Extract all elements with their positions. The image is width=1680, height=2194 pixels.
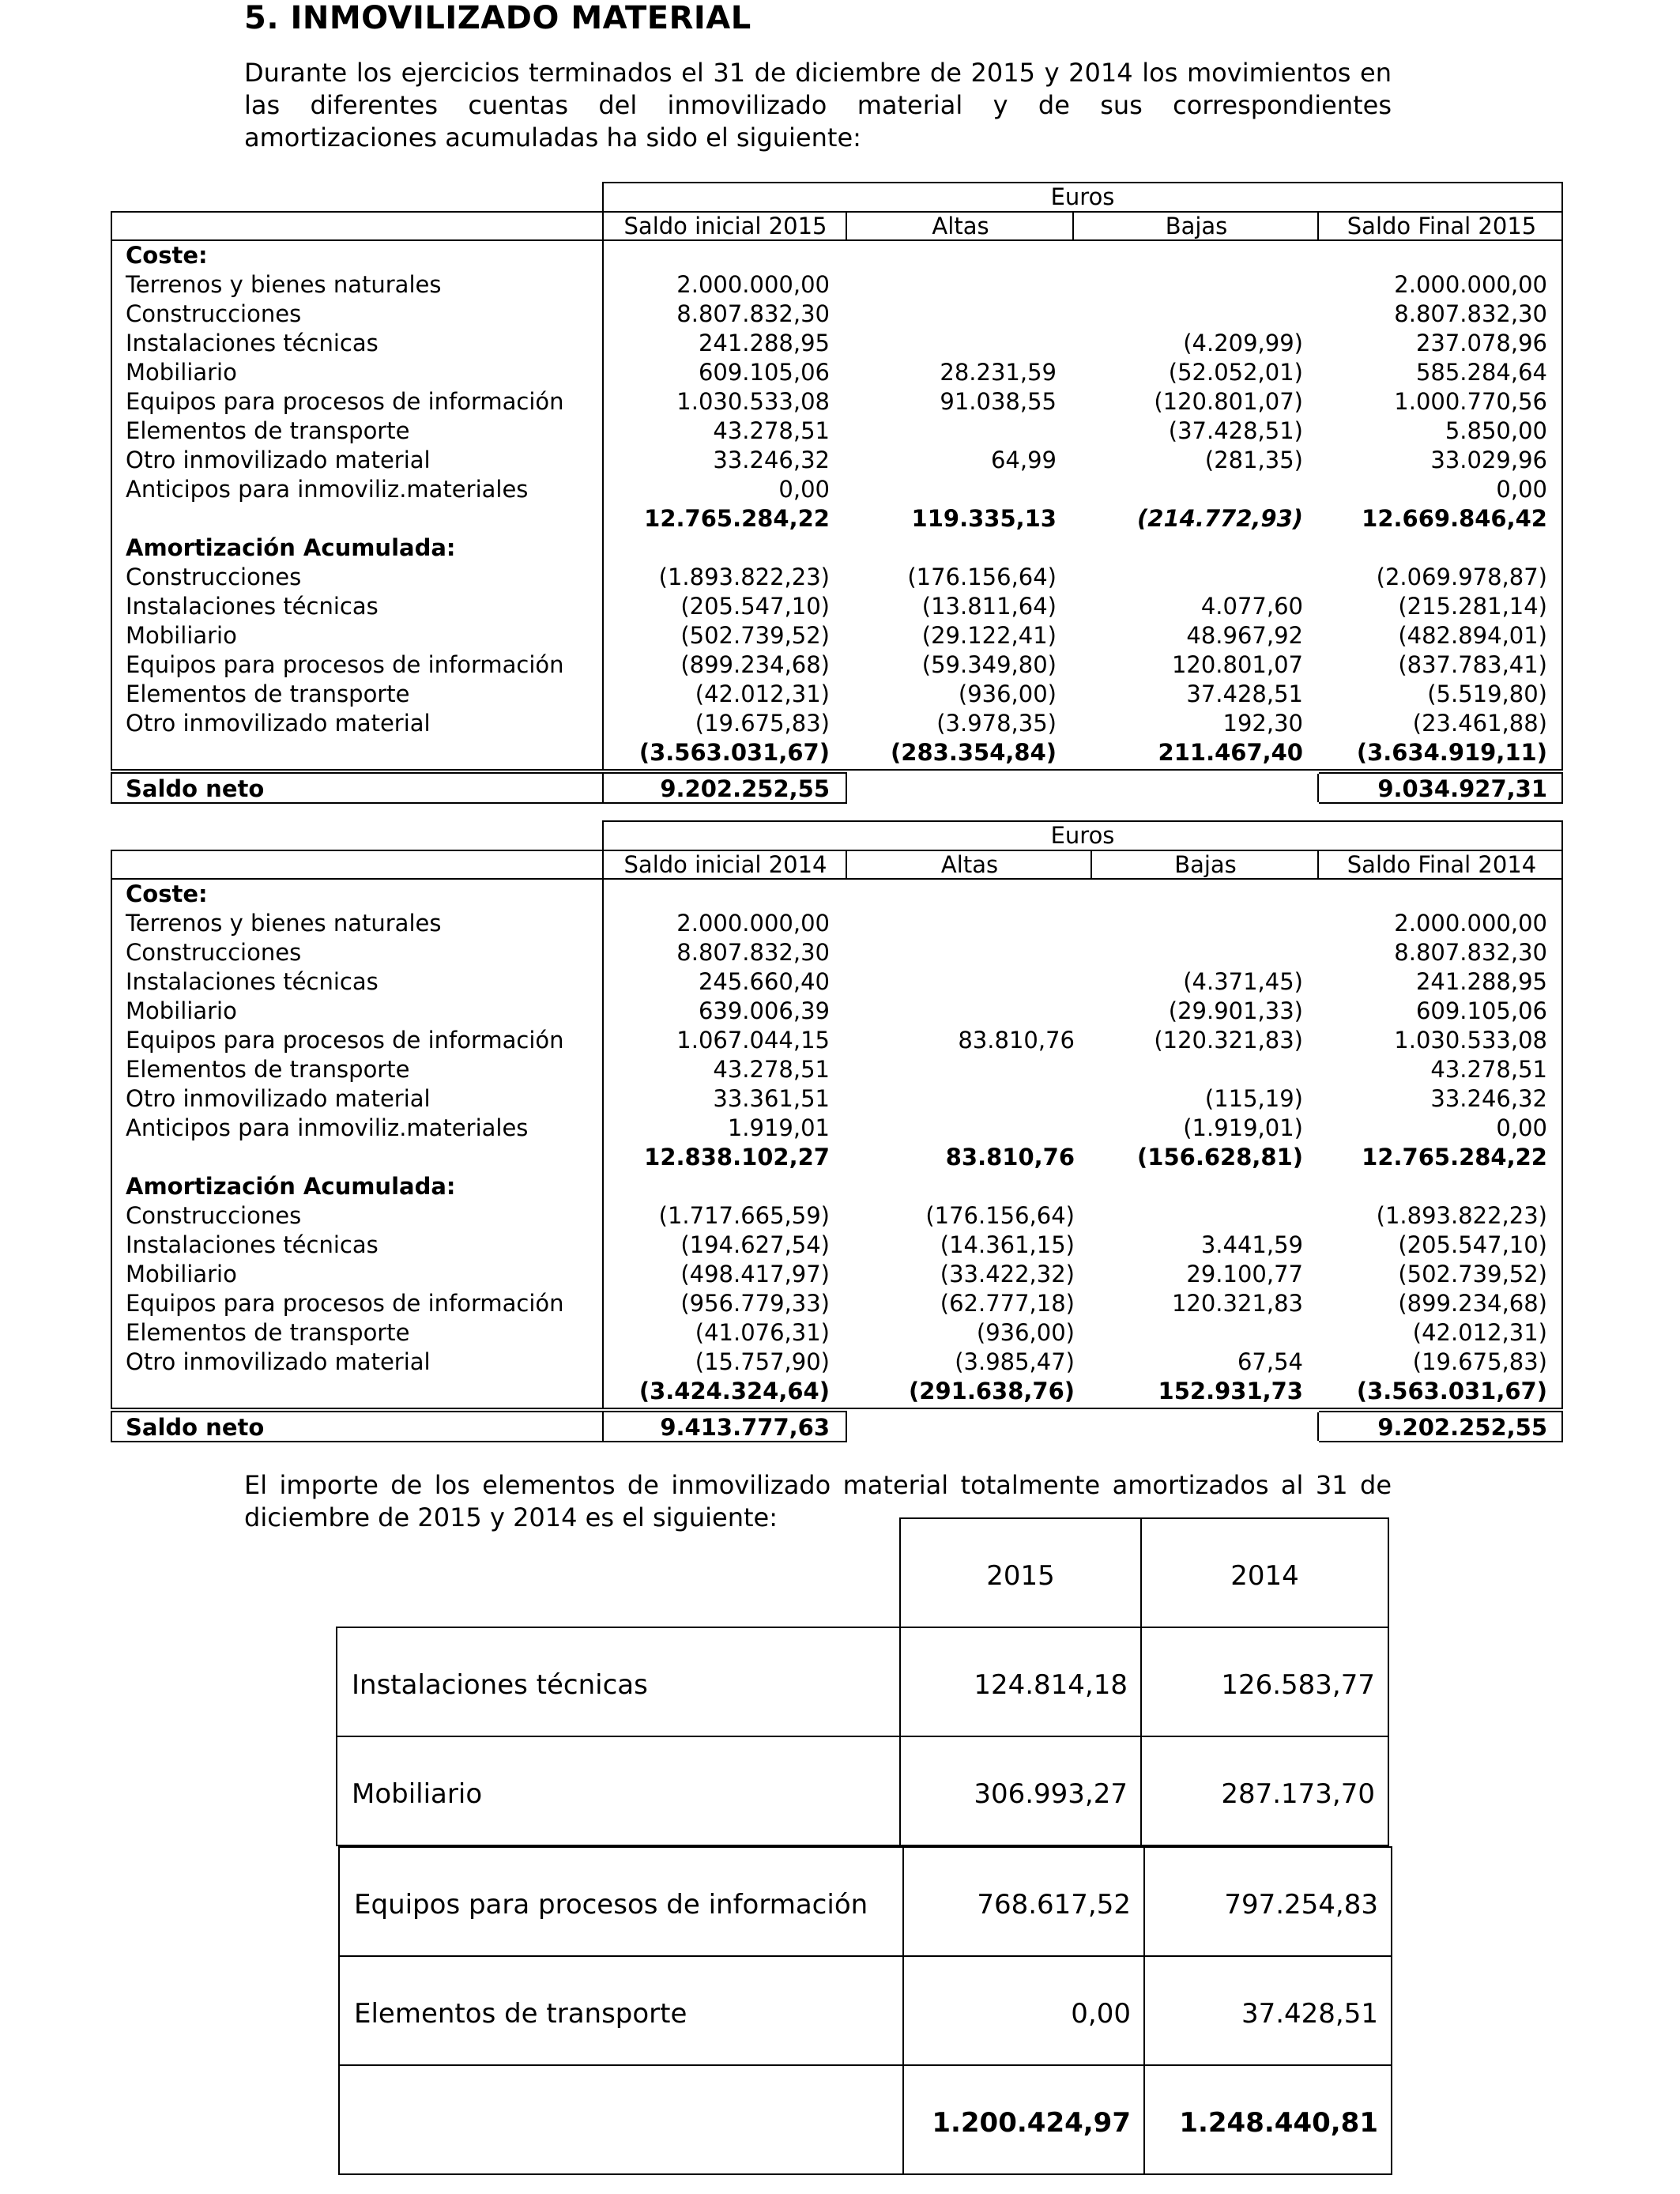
row-value: (5.519,80) [1427, 680, 1547, 707]
row-value: 0,00 [1496, 1114, 1547, 1141]
row-label: Otro inmovilizado material [126, 447, 431, 473]
row-value: 237.078,96 [1415, 330, 1547, 356]
row-value: (205.547,10) [1398, 1231, 1547, 1258]
row-label: Construcciones [126, 1202, 302, 1229]
table-row [112, 967, 1561, 997]
row-value: (837.783,41) [1398, 651, 1547, 678]
row-label: Construcciones [126, 564, 302, 590]
row-label: Amortización Acumulada: [126, 534, 456, 561]
intro-paragraph: Durante los ejercicios terminados el 31 de diciembre de 2015 y 2014 los movimientos en las diferentes cuentas del inmovilizado material y de sus correspondientes amortizaciones acumuladas ha sido el siguiente: [244, 58, 1392, 153]
row-value: 3.441,59 [1200, 1231, 1303, 1258]
row-label: Mobiliario [126, 622, 237, 649]
amortized-label: Instalaciones técnicas [352, 1669, 648, 1701]
saldo-neto-label: Saldo neto [126, 1414, 265, 1441]
row-label: Mobiliario [126, 997, 237, 1024]
row-value: (3.985,47) [955, 1348, 1075, 1375]
row-label: Terrenos y bienes naturales [126, 910, 442, 937]
row-value: 67,54 [1237, 1348, 1303, 1375]
amortized-label: Equipos para procesos de información [354, 1889, 868, 1921]
row-value: (3.978,35) [936, 710, 1057, 737]
row-value: (482.894,01) [1398, 622, 1547, 649]
row-value: (3.563.031,67) [638, 739, 830, 766]
row-value: (176.156,64) [925, 1202, 1075, 1229]
row-label: Mobiliario [126, 1261, 237, 1287]
table-body [111, 239, 1563, 771]
saldo-neto-final: 9.202.252,55 [1377, 1414, 1547, 1441]
row-value: (3.424.324,64) [638, 1378, 830, 1404]
row-value: 0,00 [1496, 476, 1547, 503]
row-value: (15.757,90) [695, 1348, 830, 1375]
table-row [112, 1348, 1561, 1377]
saldo-neto-final: 9.034.927,31 [1377, 775, 1547, 802]
amortized-cell [1140, 1736, 1389, 1846]
saldo-neto-gap [847, 772, 1319, 805]
row-value: (59.349,80) [921, 651, 1057, 678]
row-value: 83.810,76 [958, 1027, 1075, 1054]
row-label: Anticipos para inmoviliz.materiales [126, 1114, 529, 1141]
row-value: 211.467,40 [1158, 739, 1303, 766]
amortized-label: Mobiliario [352, 1778, 483, 1810]
saldo-neto-gap [847, 1411, 1319, 1444]
row-value: 585.284,64 [1415, 359, 1547, 386]
table-row [112, 329, 1561, 358]
row-value: 12.669.846,42 [1362, 505, 1547, 532]
table-row [112, 446, 1561, 475]
row-value: 1.067.044,15 [676, 1027, 830, 1054]
row-label: Construcciones [126, 939, 302, 966]
amortized-value: 306.993,27 [974, 1778, 1128, 1810]
table-row [112, 417, 1561, 446]
row-value: (281,35) [1204, 447, 1303, 473]
row-value: (14.361,15) [940, 1231, 1075, 1258]
row-value: 120.321,83 [1171, 1290, 1303, 1317]
row-label: Mobiliario [126, 359, 237, 386]
neto-divider [1317, 774, 1319, 802]
row-value: 91.038,55 [940, 388, 1057, 415]
row-value: (291.638,76) [909, 1378, 1075, 1404]
row-value: (956.779,33) [680, 1290, 830, 1317]
neto-divider [1317, 1412, 1319, 1441]
row-value: 119.335,13 [911, 505, 1057, 532]
section-title-coste [112, 241, 1561, 270]
row-value: 4.077,60 [1200, 593, 1303, 620]
row-value: (23.461,88) [1412, 710, 1547, 737]
row-value: 241.288,95 [698, 330, 830, 356]
row-label: Equipos para procesos de información [126, 651, 564, 678]
row-value: (41.076,31) [695, 1319, 830, 1346]
row-value: 1.030.533,08 [676, 388, 830, 415]
amortized-cell [902, 1846, 1145, 1957]
amortized-cell [902, 1955, 1145, 2066]
row-label: Elementos de transporte [126, 1056, 410, 1083]
row-value: 1.919,01 [727, 1114, 830, 1141]
saldo-neto-label: Saldo neto [126, 775, 265, 802]
row-value: (899.234,68) [680, 651, 830, 678]
row-value: (3.563.031,67) [1356, 1378, 1547, 1404]
row-value: 120.801,07 [1171, 651, 1303, 678]
amortized-value: 797.254,83 [1224, 1889, 1378, 1921]
row-value: 241.288,95 [1415, 968, 1547, 995]
section-title-coste [112, 880, 1561, 909]
amortized-value: 768.617,52 [977, 1889, 1131, 1921]
table-row [112, 621, 1561, 650]
row-value: 8.807.832,30 [676, 300, 830, 327]
column-header: Saldo Final 2014 [1347, 851, 1537, 878]
row-label: Equipos para procesos de información [126, 1290, 564, 1317]
amortized-label: Elementos de transporte [354, 1998, 687, 2030]
row-value: 609.105,06 [698, 359, 830, 386]
row-value: 43.278,51 [713, 1056, 830, 1083]
header-divider [602, 213, 604, 239]
row-value: 12.838.102,27 [644, 1144, 830, 1171]
table-row [112, 1231, 1561, 1260]
amortized-value: 37.428,51 [1241, 1998, 1378, 2030]
row-value: 8.807.832,30 [676, 939, 830, 966]
year-header-cell [899, 1517, 1142, 1628]
row-label: Elementos de transporte [126, 417, 410, 444]
row-value: (13.811,64) [921, 593, 1057, 620]
row-value: (29.122,41) [921, 622, 1057, 649]
row-value: (52.052,01) [1168, 359, 1303, 386]
table-row [112, 563, 1561, 592]
row-value: 29.100,77 [1186, 1261, 1303, 1287]
neto-divider [846, 1412, 847, 1441]
row-label: Equipos para procesos de información [126, 1027, 564, 1054]
row-value: (120.801,07) [1154, 388, 1303, 415]
row-label: Amortización Acumulada: [126, 1173, 456, 1200]
amortized-cell [338, 1955, 904, 2066]
row-value: (899.234,68) [1398, 1290, 1547, 1317]
euros-header: Euros [602, 182, 1563, 213]
header-divider [602, 851, 604, 878]
row-value: 12.765.284,22 [1362, 1144, 1547, 1171]
row-value: (502.739,52) [1398, 1261, 1547, 1287]
row-label: Anticipos para inmoviliz.materiales [126, 476, 529, 503]
row-value: 33.029,96 [1430, 447, 1547, 473]
row-value: (33.422,32) [940, 1261, 1075, 1287]
amortized-value: 124.814,18 [974, 1669, 1128, 1701]
row-value: (37.428,51) [1168, 417, 1303, 444]
row-value: (19.675,83) [1412, 1348, 1547, 1375]
row-value: (42.012,31) [1412, 1319, 1547, 1346]
row-value: 192,30 [1222, 710, 1303, 737]
table-row [112, 592, 1561, 621]
year-header-cell [1140, 1517, 1389, 1628]
row-value: 28.231,59 [940, 359, 1057, 386]
row-value: 43.278,51 [1430, 1056, 1547, 1083]
row-value: 0,00 [778, 476, 830, 503]
amortized-value: 287.173,70 [1221, 1778, 1375, 1810]
row-label: Instalaciones técnicas [126, 330, 379, 356]
row-value: 12.765.284,22 [644, 505, 830, 532]
row-value: (115,19) [1204, 1085, 1303, 1112]
row-label: Otro inmovilizado material [126, 1348, 431, 1375]
row-value: 48.967,92 [1186, 622, 1303, 649]
amortized-cell [1143, 1846, 1392, 1957]
row-value: 5.850,00 [1445, 417, 1547, 444]
row-value: 2.000.000,00 [1394, 271, 1547, 298]
header-divider [846, 213, 847, 239]
row-value: (42.012,31) [695, 680, 830, 707]
row-value: (936,00) [976, 1319, 1075, 1346]
header-divider [1317, 851, 1319, 878]
column-header: Altas [940, 851, 999, 878]
row-value: (502.739,52) [680, 622, 830, 649]
section-heading: 5. INMOVILIZADO MATERIAL [244, 0, 751, 36]
row-value: 2.000.000,00 [676, 910, 830, 937]
row-value: 64,99 [990, 447, 1057, 473]
total-cell [1143, 2064, 1392, 2175]
row-value: 43.278,51 [713, 417, 830, 444]
row-value: 8.807.832,30 [1394, 300, 1547, 327]
table-row [112, 387, 1561, 417]
row-value: 37.428,51 [1186, 680, 1303, 707]
row-value: (194.627,54) [680, 1231, 830, 1258]
row-label: Instalaciones técnicas [126, 593, 379, 620]
table-row [112, 709, 1561, 738]
amortized-cell [338, 1846, 904, 1957]
table-row [112, 358, 1561, 387]
subtotal-row-coste [112, 1143, 1561, 1172]
row-value: 245.660,40 [698, 968, 830, 995]
neto-divider [846, 774, 847, 802]
row-value: (2.069.978,87) [1376, 564, 1547, 590]
amortized-cell [336, 1627, 901, 1737]
column-header-row [111, 850, 1563, 880]
row-label: Instalaciones técnicas [126, 1231, 379, 1258]
column-header-row [111, 211, 1563, 241]
row-value: 152.931,73 [1158, 1378, 1303, 1404]
saldo-neto-initial: 9.202.252,55 [660, 775, 830, 802]
column-header: Altas [932, 213, 989, 239]
header-divider [1317, 213, 1319, 239]
amortized-value: 1.248.440,81 [1179, 2107, 1378, 2139]
neto-divider [602, 774, 604, 802]
row-value: 33.246,32 [713, 447, 830, 473]
row-value: (29.901,33) [1168, 997, 1303, 1024]
euros-header: Euros [602, 820, 1563, 851]
row-value: (215.281,14) [1398, 593, 1547, 620]
row-value: (1.893.822,23) [658, 564, 830, 590]
row-value: 609.105,06 [1415, 997, 1547, 1024]
row-label: Construcciones [126, 300, 302, 327]
header-divider [1072, 213, 1074, 239]
amortized-paragraph: El importe de los elementos de inmovilizado material totalmente amortizados al 31 de diciembre de 2015 y 2014 es el siguiente: [244, 1470, 1392, 1532]
row-label: Coste: [126, 242, 208, 269]
row-value: (4.209,99) [1183, 330, 1303, 356]
table-row [112, 680, 1561, 709]
amortized-value: 1.200.424,97 [932, 2107, 1131, 2139]
row-value: 83.810,76 [945, 1144, 1075, 1171]
table-row [112, 1201, 1561, 1231]
row-value: (936,00) [958, 680, 1057, 707]
row-value: (214.772,93) [1137, 505, 1303, 532]
row-value: 1.030.533,08 [1394, 1027, 1547, 1054]
amortized-cell [1140, 1627, 1389, 1737]
saldo-neto-initial: 9.413.777,63 [660, 1414, 830, 1441]
table-row [112, 1055, 1561, 1084]
table-row [112, 1289, 1561, 1318]
row-value: (498.417,97) [680, 1261, 830, 1287]
table-row [112, 997, 1561, 1026]
table-row [112, 650, 1561, 680]
section-title-amortizacion [112, 1172, 1561, 1201]
row-value: (120.321,83) [1154, 1027, 1303, 1054]
year-header: 2015 [986, 1560, 1055, 1592]
amortized-cell [1143, 1955, 1392, 2066]
amortized-cell [336, 1736, 901, 1846]
row-label: Elementos de transporte [126, 680, 410, 707]
amortized-value: 126.583,77 [1221, 1669, 1375, 1701]
saldo-neto-row [111, 1411, 1563, 1442]
row-value: (4.371,45) [1183, 968, 1303, 995]
row-value: 2.000.000,00 [676, 271, 830, 298]
row-value: (19.675,83) [695, 710, 830, 737]
table-row [112, 1318, 1561, 1348]
year-header: 2014 [1230, 1560, 1299, 1592]
subtotal-row-coste [112, 504, 1561, 533]
amortized-cell [899, 1627, 1142, 1737]
row-value: (176.156,64) [907, 564, 1057, 590]
row-value: (1.717.665,59) [658, 1202, 830, 1229]
row-label: Terrenos y bienes naturales [126, 271, 442, 298]
header-divider [1090, 851, 1092, 878]
neto-divider [602, 1412, 604, 1441]
table-row [112, 1026, 1561, 1055]
table-row [112, 300, 1561, 329]
row-value: 2.000.000,00 [1394, 910, 1547, 937]
row-value: (1.919,01) [1183, 1114, 1303, 1141]
table-row [112, 270, 1561, 300]
column-header: Bajas [1174, 851, 1237, 878]
row-label: Otro inmovilizado material [126, 1085, 431, 1112]
header-divider [846, 851, 847, 878]
row-label: Otro inmovilizado material [126, 710, 431, 737]
saldo-neto-row [111, 772, 1563, 804]
row-value: (3.634.919,11) [1356, 739, 1547, 766]
row-value: (62.777,18) [940, 1290, 1075, 1317]
subtotal-row-amortizacion [112, 738, 1561, 767]
column-header: Bajas [1165, 213, 1228, 239]
table-row [112, 909, 1561, 938]
row-label: Elementos de transporte [126, 1319, 410, 1346]
row-label: Coste: [126, 880, 208, 907]
row-value: (156.628,81) [1137, 1144, 1303, 1171]
row-value: (205.547,10) [680, 593, 830, 620]
column-header: Saldo inicial 2014 [623, 851, 827, 878]
column-header: Saldo inicial 2015 [623, 213, 827, 239]
table-row [112, 938, 1561, 967]
section-title-amortizacion [112, 533, 1561, 563]
row-value: 639.006,39 [698, 997, 830, 1024]
table-row [112, 475, 1561, 504]
amortized-cell [899, 1736, 1142, 1846]
row-value: 1.000.770,56 [1394, 388, 1547, 415]
row-value: 33.246,32 [1430, 1085, 1547, 1112]
subtotal-row-amortizacion [112, 1377, 1561, 1406]
table-body [111, 878, 1563, 1409]
table-row [112, 1084, 1561, 1114]
total-cell [338, 2064, 904, 2175]
table-row [112, 1114, 1561, 1143]
row-value: (283.354,84) [891, 739, 1057, 766]
column-header: Saldo Final 2015 [1347, 213, 1537, 239]
row-value: 33.361,51 [713, 1085, 830, 1112]
row-value: 8.807.832,30 [1394, 939, 1547, 966]
row-label: Equipos para procesos de información [126, 388, 564, 415]
total-cell [902, 2064, 1145, 2175]
row-label: Instalaciones técnicas [126, 968, 379, 995]
amortized-value: 0,00 [1071, 1998, 1131, 2030]
row-value: (1.893.822,23) [1376, 1202, 1547, 1229]
table-row [112, 1260, 1561, 1289]
